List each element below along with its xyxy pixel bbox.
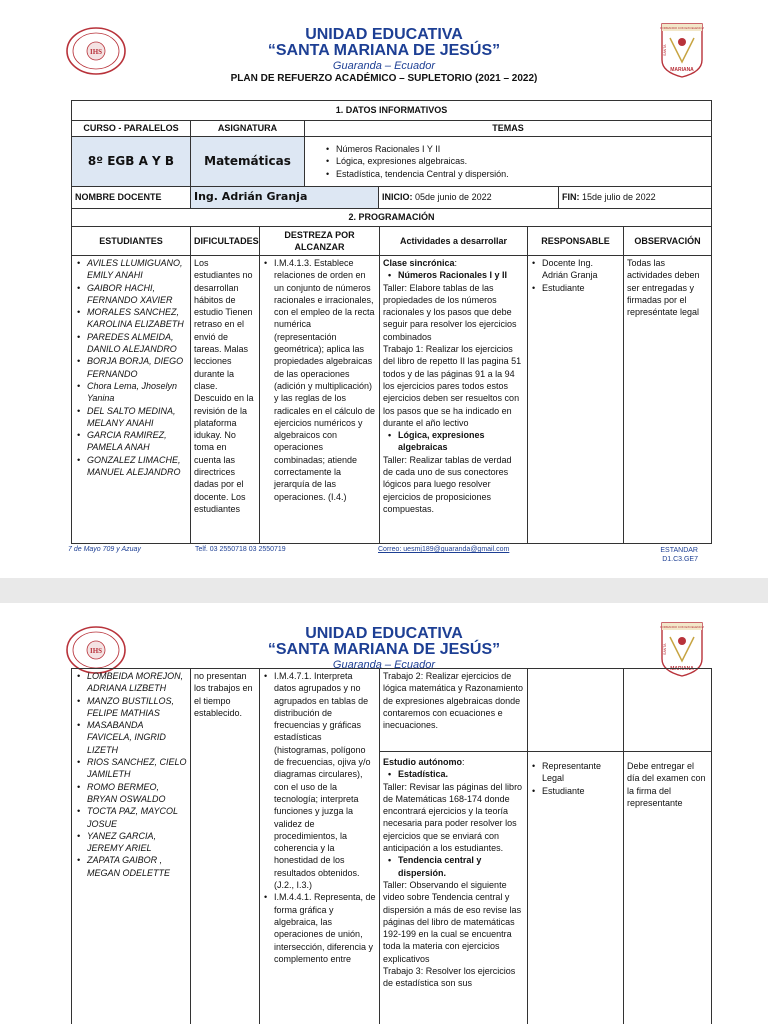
docente-value: Ing. Adrián Granja xyxy=(191,187,379,209)
plan-title: PLAN DE REFUERZO ACADÉMICO – SUPLETORIO (2021 – 2022) xyxy=(230,73,538,84)
topic-list xyxy=(383,768,524,780)
temas-cell xyxy=(305,137,712,187)
student-item: • GARCIA RAMIREZ, PAMELA ANAH xyxy=(76,429,187,454)
student-item: • MASABANDA FAVICELA, INGRID LIZETH xyxy=(76,719,187,756)
section-2-heading: 2. PROGRAMACIÓN xyxy=(72,209,712,227)
student-item: • RIOS SANCHEZ, CIELO JAMILETH xyxy=(76,756,187,781)
tema-item: • Estadística, tendencia Central y dispersión. xyxy=(325,168,708,180)
activity-text: Trabajo 3: Resolver los ejercicios de estadística son sus xyxy=(383,966,516,989)
autonomo-heading: Estudio autónomo: xyxy=(383,757,465,767)
topic-list xyxy=(383,854,524,879)
informative-data-table xyxy=(71,100,712,227)
responsable-cell xyxy=(528,669,624,1024)
col-header-dificultades: DIFICULTADES xyxy=(191,227,260,256)
responsable-item: • Representante Legal xyxy=(531,760,620,785)
col-header-destreza: DESTREZA POR ALCANZAR xyxy=(260,227,380,256)
shield-top-text: FORMANDO CON EXCELENCIA xyxy=(660,625,704,629)
footer-code-line: D1.C3.GE7 xyxy=(662,556,698,563)
student-item: • AVILES LLUMIGUANO, EMILY ANAHI xyxy=(76,257,187,282)
school-full-name: “SANTA MARIANA DE JESÚS” xyxy=(267,641,501,658)
school-seal-logo xyxy=(65,26,127,76)
topic-list xyxy=(383,429,524,454)
student-item: • GAIBOR HACHI, FERNANDO XAVIER xyxy=(76,282,187,307)
student-item: • ROMO BERMEO, BRYAN OSWALDO xyxy=(76,781,187,806)
observacion-empty-row xyxy=(624,669,711,752)
destreza-list xyxy=(263,257,376,503)
observacion-text: Debe entregar el día del examen con la firma del representante xyxy=(627,761,706,808)
responsable-cell xyxy=(528,256,624,544)
curso-value: 8º EGB A Y B xyxy=(72,137,191,187)
activity-text: Taller: Elabore tablas de las propiedades de los números racionales y los pasos que debe seguir para resolver los ejercicios combinados xyxy=(383,282,517,342)
col-header-asignatura: ASIGNATURA xyxy=(191,121,305,137)
tema-item: • Lógica, expresiones algebraicas. xyxy=(325,155,708,167)
observacion-cell: Todas las actividades deben ser entregadas y firmadas por el represéntate legal xyxy=(624,256,712,544)
topic-item: • Números Racionales I y II xyxy=(387,269,524,281)
col-header-curso: CURSO - PARALELOS xyxy=(72,121,191,137)
inicio-label: INICIO: xyxy=(382,192,413,203)
student-item: • DEL SALTO MEDINA, MELANY ANAHI xyxy=(76,405,187,430)
student-item: • BORJA BORJA, DIEGO FERNANDO xyxy=(76,355,187,380)
student-item: • ZAPATA GAIBOR , MEGAN ODELETTE xyxy=(76,854,187,879)
docente-label: NOMBRE DOCENTE xyxy=(72,187,191,209)
dificultades-cell: no presentan los trabajos en el tiempo establecido. xyxy=(191,669,260,1024)
student-item: • LOMBEIDA MOREJON, ADRIANA LIZBETH xyxy=(76,670,187,695)
student-item: • PAREDES ALMEIDA, DANILO ALEJANDRO xyxy=(76,331,187,356)
inicio-cell xyxy=(379,187,559,209)
topic-list xyxy=(383,269,524,281)
footer-code-line: ESTANDAR xyxy=(660,547,698,554)
page-gap xyxy=(0,578,768,603)
section-1-heading: 1. DATOS INFORMATIVOS xyxy=(72,101,712,121)
tema-item: • Números Racionales I Y II xyxy=(325,143,708,155)
student-item: • GONZALEZ LIMACHE, MANUEL ALEJANDRO xyxy=(76,454,187,479)
footer-standard-code xyxy=(640,546,698,564)
fin-cell xyxy=(559,187,712,209)
col-header-responsable: RESPONSABLE xyxy=(528,227,624,256)
observacion-cell xyxy=(624,669,712,1024)
responsable-item: • Docente Ing. Adrián Granja xyxy=(531,257,620,282)
responsable-list xyxy=(531,257,620,294)
school-full-name: “SANTA MARIANA DE JESÚS” xyxy=(267,42,501,59)
estudiantes-list xyxy=(76,670,187,879)
fin-label: FIN: xyxy=(562,192,580,203)
sincronica-heading: Clase sincrónica: xyxy=(383,258,458,268)
school-location: Guaranda – Ecuador xyxy=(332,60,436,72)
responsable-empty-row xyxy=(528,669,623,752)
activity-text: Taller: Observando el siguiente video sobre Tendencia central y dispersión a más de eso revise las páginas del libro de matemáticas 192-199 en la cual se encuentra toda la materia con ejercicios explicativos xyxy=(383,879,522,964)
estudiantes-cell xyxy=(72,256,191,544)
footer-email[interactable]: Correo: uesmj189@guaranda@gmail.com xyxy=(378,546,510,553)
dificultades-cell: Los estudiantes no desarrollan hábitos de estudio Tienen retraso en el envió de tareas. Malas lecciones durante la clase. Descuido en la revisión de la plataforma idukay. No toma en cuenta las directrices dadas por el docente. Los estudiantes xyxy=(191,256,260,544)
topic-item: • Tendencia central y dispersión. xyxy=(387,854,524,879)
activity-text: Trabajo 1: Realizar los ejercicios del libro de repetto II las pagina 51 todos y de las páginas 91 a la 94 los ejercicios pares todos estos ejercicios deben ser resueltos con los pasos que se ha indicado en durante el año lectivo xyxy=(383,344,522,428)
activity-text: Taller: Revisar las páginas del libro de Matemáticas 168-174 donde encontrará ejercicios y la teoría necesaria para poder resolver los ejercicios que se enviará con anticipación a los estudiantes. xyxy=(383,781,523,854)
fin-value: 15de julio de 2022 xyxy=(582,192,656,203)
student-item: • YANEZ GARCIA, JEREMY ARIEL xyxy=(76,830,187,855)
student-item: • Chora Lema, Jhoselyn Yanina xyxy=(76,380,187,405)
destreza-list xyxy=(263,670,376,965)
destreza-item: • I.M.4.4.1. Representa, de forma gráfica y algebraica, las operaciones de unión, intersección, diferencia y complemento entre xyxy=(263,891,376,965)
topic-item: • Estadística. xyxy=(387,768,524,780)
programming-table-continued xyxy=(71,668,712,1024)
school-name: UNIDAD EDUCATIVA xyxy=(305,26,463,43)
inicio-value: 05de junio de 2022 xyxy=(415,192,492,203)
document-page-2 xyxy=(0,603,768,1024)
school-shield-logo xyxy=(660,22,704,78)
shield-mariana-text: MARIANA xyxy=(670,666,694,672)
seal-ihs-text: IHS xyxy=(89,48,103,56)
destreza-item: • I.M.4.1.3. Establece relaciones de orden en un conjunto de números racionales e irracionales, con el empleo de la recta numérica (representación geométrica); aplica las propiedades algebraicas de las operaciones (adición y multiplicación) y las reglas de los radicales en el cálculo de ejercicios numéricos y algebraicos con operaciones combinadas; atiende correctamente la jerarquía de las operaciones. (I.4.) xyxy=(263,257,376,503)
footer-phone: Telf. 03 2550718 03 2550719 xyxy=(195,546,286,553)
responsable-list xyxy=(528,752,623,798)
footer-address: 7 de Mayo 709 y Azuay xyxy=(68,546,141,553)
estudiantes-list xyxy=(76,257,187,478)
responsable-item: • Estudiante xyxy=(531,785,620,797)
destreza-cell xyxy=(260,256,380,544)
actividades-cell xyxy=(380,256,528,544)
school-location: Guaranda – Ecuador xyxy=(332,659,436,671)
shield-top-text: FORMANDO CON EXCELENCIA xyxy=(660,26,704,30)
temas-list xyxy=(325,143,708,180)
asignatura-value: Matemáticas xyxy=(191,137,305,187)
activity-text: Trabajo 2: Realizar ejercicios de lógica matemática y Razonamiento de expresiones algebraicas donde contaremos con ecuaciones e inecuaciones. xyxy=(380,669,527,752)
shield-side-text: SANTA xyxy=(663,643,667,655)
seal-ihs-text: IHS xyxy=(89,647,103,655)
col-header-estudiantes: ESTUDIANTES xyxy=(72,227,191,256)
destreza-item: • I.M.4.7.1. Interpreta datos agrupados y no agrupados en tablas de distribución de frecuencias y gráficas estadísticas (histogramas, polígono de frecuencias, ojiva y/o diagramas circulares), con el uso de la tecnología; interpreta funciones y juzga la validez de procedimientos, la coherencia y la honestidad de los resultados obtenidos. (J.2., I.3.) xyxy=(263,670,376,891)
responsable-item: • Estudiante xyxy=(531,282,620,294)
col-header-temas: TEMAS xyxy=(305,121,712,137)
col-header-observacion: OBSERVACIÓN xyxy=(624,227,712,256)
shield-mariana-text: MARIANA xyxy=(670,67,694,73)
destreza-cell xyxy=(260,669,380,1024)
student-item: • TOCTA PAZ, MAYCOL JOSUE xyxy=(76,805,187,830)
school-name: UNIDAD EDUCATIVA xyxy=(305,625,463,642)
topic-item: • Lógica, expresiones algebraicas xyxy=(387,429,524,454)
programming-table xyxy=(71,226,712,544)
shield-side-text: SANTA xyxy=(663,44,667,56)
student-item: • MORALES SANCHEZ, KAROLINA ELIZABETH xyxy=(76,306,187,331)
estudiantes-cell xyxy=(72,669,191,1024)
student-item: • MANZO BUSTILLOS, FELIPE MATHIAS xyxy=(76,695,187,720)
activity-text: Taller: Realizar tablas de verdad de cada uno de sus conectores lógicos para luego resolver ejercicios de proposiciones compuestas. xyxy=(383,454,512,514)
col-header-actividades: Actividades a desarrollar xyxy=(380,227,528,256)
autonomous-block xyxy=(380,752,527,991)
actividades-cell xyxy=(380,669,528,1024)
